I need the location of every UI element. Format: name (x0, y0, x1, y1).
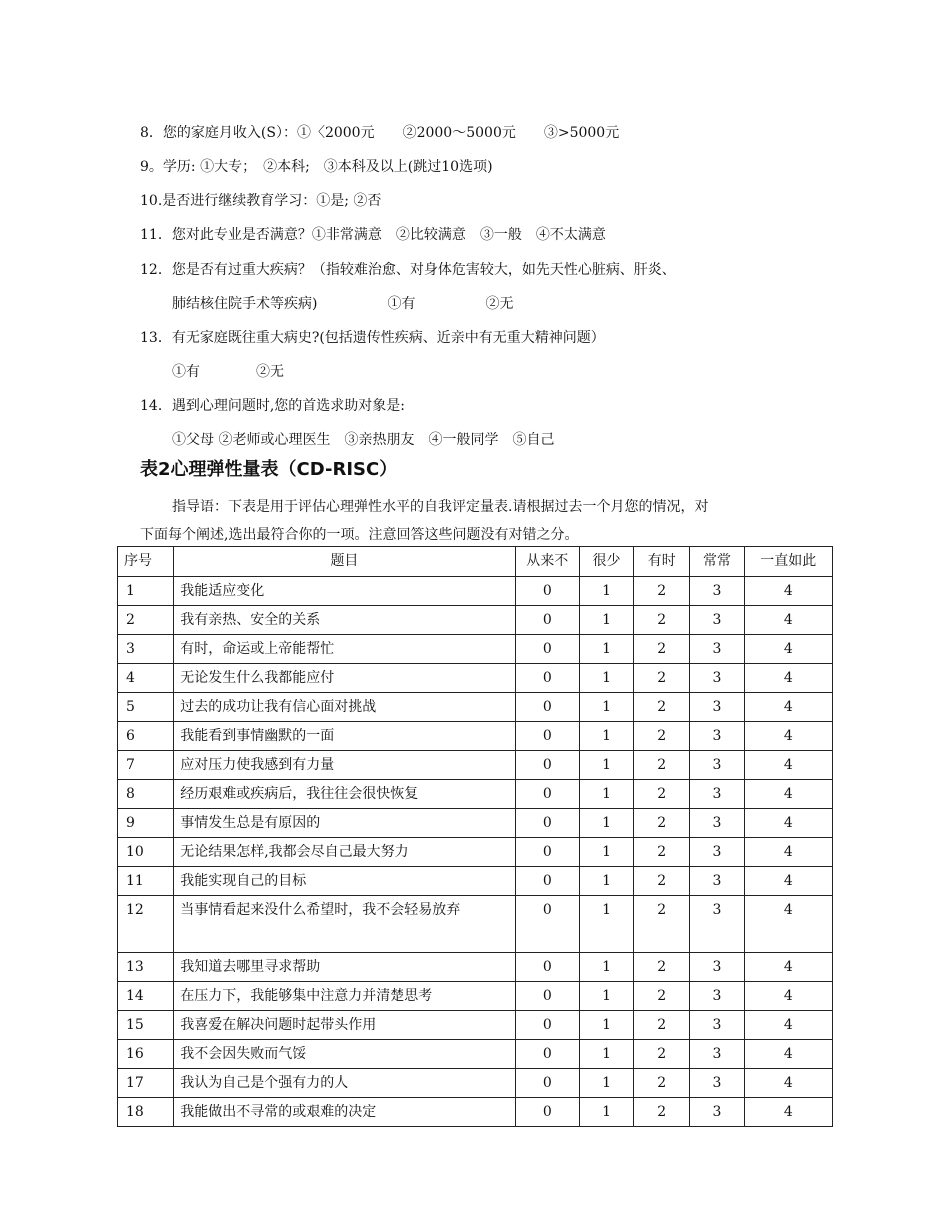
score-sometimes: 2 (634, 1069, 690, 1098)
row-index: 4 (118, 664, 174, 693)
score-never: 0 (515, 751, 579, 780)
question-8: 8．您的家庭月收入(S）：①〈2000元 ②2000～5000元 ③>5000元 (140, 125, 620, 141)
row-index: 18 (118, 1098, 174, 1127)
row-item: 我喜爱在解决问题时起带头作用 (174, 1011, 515, 1040)
score-rarely: 1 (579, 867, 633, 896)
score-always: 4 (744, 982, 832, 1011)
score-rarely: 1 (579, 809, 633, 838)
table-row (118, 606, 833, 635)
score-rarely: 1 (579, 1069, 633, 1098)
row-item: 有时，命运或上帝能帮忙 (174, 635, 515, 664)
score-often: 3 (690, 1098, 744, 1127)
row-index: 16 (118, 1040, 174, 1069)
header-rarely: 很少 (579, 547, 633, 577)
score-often: 3 (690, 635, 744, 664)
row-index: 5 (118, 693, 174, 722)
score-rarely: 1 (579, 1040, 633, 1069)
score-often: 3 (690, 664, 744, 693)
row-index: 11 (118, 867, 174, 896)
score-rarely: 1 (579, 1011, 633, 1040)
score-often: 3 (690, 606, 744, 635)
row-index: 15 (118, 1011, 174, 1040)
score-often: 3 (690, 693, 744, 722)
row-item: 我有亲热、安全的关系 (174, 606, 515, 635)
row-item: 我能适应变化 (174, 577, 515, 606)
table-row (118, 896, 833, 953)
question-13-line1: 13．有无家庭既往重大病史?(包括遗传性疾病、近亲中有无重大精神问题） (140, 330, 605, 346)
row-item: 我不会因失败而气馁 (174, 1040, 515, 1069)
score-always: 4 (744, 635, 832, 664)
row-item: 过去的成功让我有信心面对挑战 (174, 693, 515, 722)
score-sometimes: 2 (634, 722, 690, 751)
score-never: 0 (515, 1040, 579, 1069)
score-sometimes: 2 (634, 1098, 690, 1127)
row-index: 17 (118, 1069, 174, 1098)
row-index: 13 (118, 953, 174, 982)
score-never: 0 (515, 1098, 579, 1127)
score-rarely: 1 (579, 693, 633, 722)
table-body (118, 577, 833, 1127)
score-never: 0 (515, 953, 579, 982)
score-always: 4 (744, 780, 832, 809)
score-sometimes: 2 (634, 982, 690, 1011)
question-14-options: ①父母 ②老师或心理医生 ③亲热朋友 ④一般同学 ⑤自己 (172, 432, 555, 448)
row-index: 8 (118, 780, 174, 809)
score-sometimes: 2 (634, 635, 690, 664)
table-row (118, 809, 833, 838)
score-often: 3 (690, 867, 744, 896)
resilience-scale-table (117, 546, 833, 1127)
score-often: 3 (690, 751, 744, 780)
row-index: 9 (118, 809, 174, 838)
score-rarely: 1 (579, 982, 633, 1011)
row-index: 6 (118, 722, 174, 751)
row-item: 我能看到事情幽默的一面 (174, 722, 515, 751)
section-title: 表2心理弹性量表（CD-RISC） (140, 459, 398, 480)
row-item: 在压力下，我能够集中注意力并清楚思考 (174, 982, 515, 1011)
row-item: 无论结果怎样,我都会尽自己最大努力 (174, 838, 515, 867)
table-row (118, 577, 833, 606)
score-never: 0 (515, 838, 579, 867)
score-rarely: 1 (579, 838, 633, 867)
row-item: 事情发生总是有原因的 (174, 809, 515, 838)
score-rarely: 1 (579, 635, 633, 664)
table-row (118, 722, 833, 751)
score-rarely: 1 (579, 577, 633, 606)
score-rarely: 1 (579, 953, 633, 982)
header-always: 一直如此 (744, 547, 832, 577)
score-often: 3 (690, 1069, 744, 1098)
question-10: 10.是否进行继续教育学习：①是; ②否 (140, 193, 382, 209)
score-never: 0 (515, 664, 579, 693)
question-12-line2: 肺结核住院手术等疾病) ①有 ②无 (172, 296, 514, 312)
score-rarely: 1 (579, 606, 633, 635)
score-often: 3 (690, 809, 744, 838)
row-index: 12 (118, 896, 174, 953)
table-row (118, 1098, 833, 1127)
row-item: 当事情看起来没什么希望时，我不会轻易放弃 (174, 896, 515, 953)
table-header-row (118, 547, 833, 577)
score-sometimes: 2 (634, 953, 690, 982)
score-sometimes: 2 (634, 838, 690, 867)
question-11: 11．您对此专业是否满意？①非常满意 ②比较满意 ③一般 ④不太满意 (140, 227, 606, 243)
question-14-line1: 14．遇到心理问题时,您的首选求助对象是: (140, 398, 405, 414)
row-item: 我能做出不寻常的或艰难的决定 (174, 1098, 515, 1127)
score-never: 0 (515, 896, 579, 953)
score-always: 4 (744, 896, 832, 953)
table-row (118, 953, 833, 982)
table-row (118, 751, 833, 780)
score-always: 4 (744, 1011, 832, 1040)
row-index: 1 (118, 577, 174, 606)
score-never: 0 (515, 635, 579, 664)
score-often: 3 (690, 1040, 744, 1069)
score-always: 4 (744, 751, 832, 780)
score-always: 4 (744, 1069, 832, 1098)
score-often: 3 (690, 838, 744, 867)
table-row (118, 982, 833, 1011)
score-never: 0 (515, 577, 579, 606)
score-always: 4 (744, 838, 832, 867)
table-row (118, 1069, 833, 1098)
score-never: 0 (515, 606, 579, 635)
table-row (118, 838, 833, 867)
score-sometimes: 2 (634, 867, 690, 896)
header-item: 题目 (174, 547, 515, 577)
row-item: 我认为自己是个强有力的人 (174, 1069, 515, 1098)
instruction-line1: 指导语：下表是用于评估心理弹性水平的自我评定量表.请根据过去一个月您的情况，对 (172, 499, 709, 515)
row-item: 应对压力使我感到有力量 (174, 751, 515, 780)
score-always: 4 (744, 722, 832, 751)
score-sometimes: 2 (634, 1011, 690, 1040)
question-12-line1: 12．您是否有过重大疾病？（指较难治愈、对身体危害较大，如先天性心脏病、肝炎、 (140, 262, 676, 278)
row-index: 7 (118, 751, 174, 780)
row-index: 2 (118, 606, 174, 635)
score-never: 0 (515, 1069, 579, 1098)
row-item: 我能实现自己的目标 (174, 867, 515, 896)
score-sometimes: 2 (634, 1040, 690, 1069)
table-row (118, 1040, 833, 1069)
score-often: 3 (690, 780, 744, 809)
row-item: 经历艰难或疾病后，我往往会很快恢复 (174, 780, 515, 809)
score-never: 0 (515, 780, 579, 809)
score-rarely: 1 (579, 664, 633, 693)
row-index: 14 (118, 982, 174, 1011)
score-always: 4 (744, 1098, 832, 1127)
score-often: 3 (690, 896, 744, 953)
header-never: 从来不 (515, 547, 579, 577)
score-rarely: 1 (579, 780, 633, 809)
score-rarely: 1 (579, 896, 633, 953)
instruction-line2: 下面每个阐述,选出最符合你的一项。注意回答这些问题没有对错之分。 (140, 527, 579, 543)
score-often: 3 (690, 953, 744, 982)
score-sometimes: 2 (634, 751, 690, 780)
score-never: 0 (515, 982, 579, 1011)
header-sometimes: 有时 (634, 547, 690, 577)
header-often: 常常 (690, 547, 744, 577)
table-row (118, 1011, 833, 1040)
score-always: 4 (744, 606, 832, 635)
score-never: 0 (515, 867, 579, 896)
score-always: 4 (744, 577, 832, 606)
score-often: 3 (690, 982, 744, 1011)
table-row (118, 780, 833, 809)
score-always: 4 (744, 809, 832, 838)
table-row (118, 664, 833, 693)
score-never: 0 (515, 809, 579, 838)
score-sometimes: 2 (634, 664, 690, 693)
row-index: 10 (118, 838, 174, 867)
score-always: 4 (744, 693, 832, 722)
score-rarely: 1 (579, 751, 633, 780)
score-often: 3 (690, 722, 744, 751)
score-sometimes: 2 (634, 606, 690, 635)
score-sometimes: 2 (634, 780, 690, 809)
header-index: 序号 (118, 547, 174, 577)
score-often: 3 (690, 577, 744, 606)
table-row (118, 635, 833, 664)
row-index: 3 (118, 635, 174, 664)
score-never: 0 (515, 693, 579, 722)
score-always: 4 (744, 1040, 832, 1069)
score-rarely: 1 (579, 1098, 633, 1127)
question-9: 9。学历: ①大专； ②本科; ③本科及以上(跳过10选项) (140, 159, 493, 175)
score-always: 4 (744, 867, 832, 896)
score-sometimes: 2 (634, 577, 690, 606)
score-always: 4 (744, 953, 832, 982)
row-item: 我知道去哪里寻求帮助 (174, 953, 515, 982)
question-13-options: ①有 ②无 (172, 364, 284, 380)
score-often: 3 (690, 1011, 744, 1040)
score-never: 0 (515, 1011, 579, 1040)
score-sometimes: 2 (634, 896, 690, 953)
score-always: 4 (744, 664, 832, 693)
score-rarely: 1 (579, 722, 633, 751)
table-row (118, 867, 833, 896)
score-sometimes: 2 (634, 693, 690, 722)
score-sometimes: 2 (634, 809, 690, 838)
table-row (118, 693, 833, 722)
score-never: 0 (515, 722, 579, 751)
row-item: 无论发生什么我都能应付 (174, 664, 515, 693)
